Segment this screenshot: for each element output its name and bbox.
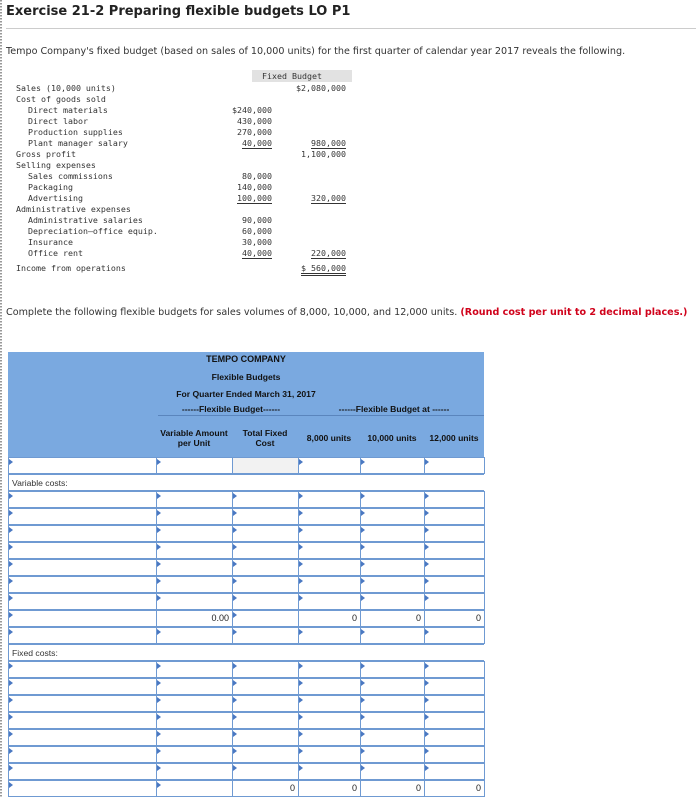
row-amount: 60,000 [242, 226, 272, 236]
exercise-title: Exercise 21-2 Preparing flexible budgets LO P1 [6, 4, 351, 19]
row-label: Administrative salaries [28, 215, 143, 225]
units-8000-input[interactable] [298, 780, 361, 797]
line-item-input[interactable] [8, 780, 157, 797]
units-10000-input[interactable] [360, 661, 425, 678]
row-label: Selling expenses [16, 160, 96, 170]
units-8000-input[interactable] [298, 457, 361, 474]
units-8000-input[interactable] [298, 559, 361, 576]
rounding-note: (Round cost per unit to 2 decimal places.) [460, 307, 688, 318]
col-variable-amount: Variable Amount per Unit [160, 428, 228, 448]
computed-total: 0 [415, 783, 421, 793]
variable-amount-input[interactable] [156, 627, 233, 644]
fixed-cost-input[interactable] [232, 678, 299, 695]
row-amount: $240,000 [232, 105, 272, 115]
units-8000-input[interactable] [298, 525, 361, 542]
row-label: Advertising [28, 193, 83, 203]
row-total: 320,000 [311, 193, 346, 203]
row-amount: 40,000 [242, 138, 272, 148]
units-8000-input[interactable] [298, 729, 361, 746]
variable-amount-input[interactable] [156, 695, 233, 712]
computed-total: 0 [351, 613, 357, 623]
units-10000-input[interactable] [360, 491, 425, 508]
computed-total: 0 [415, 613, 421, 623]
units-12000-input[interactable] [424, 457, 485, 474]
units-10000-input[interactable] [360, 508, 425, 525]
row-total: $2,080,000 [296, 83, 346, 93]
units-12000-input[interactable] [424, 542, 485, 559]
row-amount: 430,000 [237, 116, 272, 126]
units-8000-input[interactable] [298, 610, 361, 627]
units-12000-input[interactable] [424, 712, 485, 729]
line-item-input[interactable] [8, 491, 157, 508]
fixed-cost-input[interactable] [232, 661, 299, 678]
fixed-costs-label: Fixed costs: [8, 644, 484, 661]
row-label: Direct materials [28, 105, 108, 115]
computed-total: 0 [475, 613, 481, 623]
line-item-input[interactable] [8, 712, 157, 729]
fixed-cost-input[interactable] [232, 763, 299, 780]
units-12000-input[interactable] [424, 576, 485, 593]
fixed-cost-input[interactable] [232, 525, 299, 542]
fixed-cost-input[interactable] [232, 610, 299, 627]
units-8000-input[interactable] [298, 542, 361, 559]
fixed-cost-input[interactable] [232, 576, 299, 593]
fixed-budget-row [16, 226, 352, 237]
row-label: Direct labor [28, 116, 88, 126]
units-10000-input[interactable] [360, 457, 425, 474]
variable-amount-input[interactable] [156, 678, 233, 695]
fixed-budget-row [16, 182, 352, 193]
units-8000-input[interactable] [298, 576, 361, 593]
variable-amount-input[interactable] [156, 746, 233, 763]
units-12000-input[interactable] [424, 661, 485, 678]
divider [6, 28, 696, 29]
fixed-budget-row [16, 149, 352, 160]
units-10000-input[interactable] [360, 593, 425, 610]
row-amount: 40,000 [242, 248, 272, 258]
fixed-cost-input[interactable] [232, 627, 299, 644]
units-8000-input[interactable] [298, 678, 361, 695]
row-label: Sales commissions [28, 171, 113, 181]
computed-total: 0.00 [211, 613, 229, 623]
units-12000-input[interactable] [424, 780, 485, 797]
units-8000-input[interactable] [298, 763, 361, 780]
line-item-input[interactable] [8, 627, 157, 644]
variable-amount-input[interactable] [156, 508, 233, 525]
units-10000-input[interactable] [360, 763, 425, 780]
row-amount: 80,000 [242, 171, 272, 181]
units-10000-input[interactable] [360, 780, 425, 797]
fixed-cost-input[interactable] [232, 491, 299, 508]
line-item-input[interactable] [8, 610, 157, 627]
units-12000-input[interactable] [424, 763, 485, 780]
line-item-input[interactable] [8, 678, 157, 695]
fixed-budget-row [16, 237, 352, 248]
variable-amount-input[interactable] [156, 593, 233, 610]
fixed-cost-input [232, 457, 299, 474]
units-10000-input[interactable] [360, 627, 425, 644]
flexible-budget-at-group-header: ------Flexible Budget at ------ [304, 404, 484, 416]
computed-total: 0 [475, 783, 481, 793]
line-item-input[interactable] [8, 695, 157, 712]
units-8000-input[interactable] [298, 746, 361, 763]
row-amount: 270,000 [237, 127, 272, 137]
fixed-budget-row [16, 94, 352, 105]
fixed-cost-input[interactable] [232, 508, 299, 525]
row-total: 980,000 [311, 138, 346, 148]
row-amount: 90,000 [242, 215, 272, 225]
units-12000-input[interactable] [424, 508, 485, 525]
variable-amount-input[interactable] [156, 780, 233, 797]
units-8000-input[interactable] [298, 695, 361, 712]
units-12000-input[interactable] [424, 559, 485, 576]
units-8000-input[interactable] [298, 508, 361, 525]
line-item-input[interactable] [8, 525, 157, 542]
variable-amount-input[interactable] [156, 661, 233, 678]
units-12000-input[interactable] [424, 627, 485, 644]
variable-amount-input[interactable] [156, 712, 233, 729]
units-8000-input[interactable] [298, 593, 361, 610]
variable-amount-input[interactable] [156, 559, 233, 576]
line-item-input[interactable] [8, 508, 157, 525]
fixed-cost-input[interactable] [232, 695, 299, 712]
row-label: Packaging [28, 182, 73, 192]
fixed-cost-input[interactable] [232, 729, 299, 746]
units-8000-input[interactable] [298, 627, 361, 644]
instruction-text: Complete the following flexible budgets for sales volumes of 8,000, 10,000, and 12,000 units. [6, 307, 458, 318]
units-10000-input[interactable] [360, 729, 425, 746]
line-item-input[interactable] [8, 559, 157, 576]
row-label: Office rent [28, 248, 83, 258]
table-period: For Quarter Ended March 31, 2017 [176, 389, 316, 399]
fixed-cost-input[interactable] [232, 542, 299, 559]
line-item-input[interactable] [8, 729, 157, 746]
units-10000-input[interactable] [360, 695, 425, 712]
company-name: TEMPO COMPANY [206, 354, 286, 364]
units-8000-input[interactable] [298, 712, 361, 729]
line-item-input[interactable] [8, 763, 157, 780]
row-label: Production supplies [28, 127, 123, 137]
variable-amount-input[interactable] [156, 763, 233, 780]
units-10000-input[interactable] [360, 525, 425, 542]
row-label: Depreciation—office equip. [28, 226, 158, 236]
units-10000-input[interactable] [360, 542, 425, 559]
col-total-fixed-cost: Total Fixed Cost [242, 428, 288, 448]
variable-amount-input[interactable] [156, 491, 233, 508]
col-12000-units: 12,000 units [429, 433, 479, 443]
units-8000-input[interactable] [298, 491, 361, 508]
flexible-budget-group-header: ------Flexible Budget------ [158, 404, 304, 416]
units-12000-input[interactable] [424, 678, 485, 695]
fixed-budget-row [16, 116, 352, 127]
fixed-budget-row [16, 263, 352, 274]
variable-amount-input[interactable] [156, 525, 233, 542]
units-10000-input[interactable] [360, 559, 425, 576]
units-12000-input[interactable] [424, 729, 485, 746]
units-12000-input[interactable] [424, 525, 485, 542]
row-total: 220,000 [311, 248, 346, 258]
row-amount: 30,000 [242, 237, 272, 247]
units-12000-input[interactable] [424, 746, 485, 763]
fixed-budget-row [16, 248, 352, 259]
fixed-budget-header: Fixed Budget [252, 70, 352, 82]
col-8000-units: 8,000 units [306, 433, 352, 443]
row-total: $ 560,000 [301, 263, 346, 276]
fixed-budget-row [16, 171, 352, 182]
units-12000-input[interactable] [424, 610, 485, 627]
fixed-budget-row [16, 105, 352, 116]
units-8000-input[interactable] [298, 661, 361, 678]
fixed-cost-input[interactable] [232, 593, 299, 610]
row-amount: 100,000 [237, 193, 272, 203]
variable-amount-input[interactable] [156, 610, 233, 627]
fixed-budget-row [16, 160, 352, 171]
row-label: Cost of goods sold [16, 94, 106, 104]
fixed-cost-input[interactable] [232, 780, 299, 797]
line-item-input[interactable] [8, 746, 157, 763]
units-10000-input[interactable] [360, 576, 425, 593]
variable-amount-input[interactable] [156, 576, 233, 593]
left-border [0, 0, 2, 797]
variable-amount-input[interactable] [156, 457, 233, 474]
units-12000-input[interactable] [424, 593, 485, 610]
units-10000-input[interactable] [360, 746, 425, 763]
row-label: Gross profit [16, 149, 76, 159]
line-item-input[interactable] [8, 576, 157, 593]
line-item-input[interactable] [8, 661, 157, 678]
fixed-budget-row [16, 204, 352, 215]
row-label: Plant manager salary [28, 138, 128, 148]
variable-costs-label: Variable costs: [8, 474, 484, 491]
units-10000-input[interactable] [360, 712, 425, 729]
units-10000-input[interactable] [360, 610, 425, 627]
units-10000-input[interactable] [360, 678, 425, 695]
fixed-cost-input[interactable] [232, 712, 299, 729]
computed-total: 0 [289, 783, 295, 793]
units-12000-input[interactable] [424, 491, 485, 508]
intro-text: Tempo Company's fixed budget (based on sales of 10,000 units) for the first quarter of calendar year 2017 reveals the following. [6, 46, 626, 57]
line-item-input[interactable] [8, 542, 157, 559]
row-label: Insurance [28, 237, 73, 247]
row-label: Administrative expenses [16, 204, 131, 214]
fixed-cost-input[interactable] [232, 746, 299, 763]
computed-total: 0 [351, 783, 357, 793]
row-label: Sales (10,000 units) [16, 83, 116, 93]
table-subtitle: Flexible Budgets [211, 372, 281, 382]
line-item-input[interactable] [8, 457, 157, 474]
instruction [6, 306, 692, 319]
row-label: Income from operations [16, 263, 126, 273]
fixed-budget-row [16, 83, 352, 94]
fixed-budget-row [16, 193, 352, 204]
row-amount: 140,000 [237, 182, 272, 192]
line-item-input[interactable] [8, 593, 157, 610]
col-10000-units: 10,000 units [367, 433, 417, 443]
variable-amount-input[interactable] [156, 542, 233, 559]
row-total: 1,100,000 [301, 149, 346, 159]
units-12000-input[interactable] [424, 695, 485, 712]
fixed-cost-input[interactable] [232, 559, 299, 576]
fixed-budget-row [16, 215, 352, 226]
fixed-budget-row [16, 138, 352, 149]
fixed-budget-row [16, 127, 352, 138]
variable-amount-input[interactable] [156, 729, 233, 746]
